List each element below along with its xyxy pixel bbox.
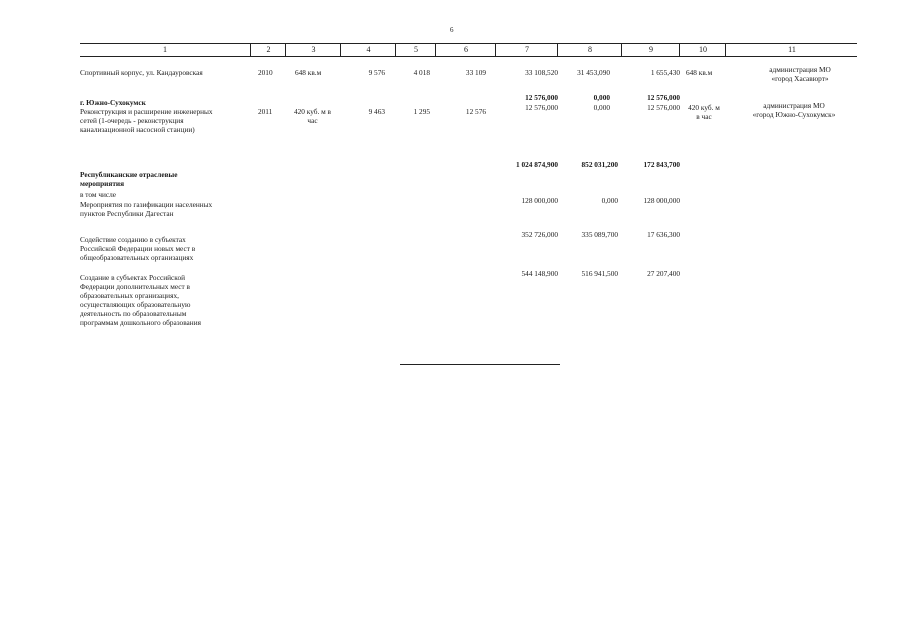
col6-value: 33 109 (465, 68, 486, 77)
measure-name: образовательных организациях, (80, 291, 179, 300)
section-col8: 852 031,200 (581, 160, 618, 169)
column-header: 2 (250, 44, 286, 56)
column-header: 10 (679, 44, 726, 56)
object-name: Спортивный корпус, ул. Кандауровская (80, 68, 203, 77)
measure-col9: 27 207,400 (647, 269, 680, 278)
section-title: мероприятия (80, 179, 125, 188)
col9-value: 1 655,430 (650, 68, 680, 77)
capacity: час (307, 116, 318, 125)
measure-col7: 352 726,000 (521, 230, 558, 239)
year: 2010 (258, 68, 273, 77)
section-col9: 172 843,700 (643, 160, 680, 169)
group-title: г. Южно-Сухокумск (80, 98, 146, 107)
measure-name: Содействие созданию в субъектах (80, 235, 186, 244)
object-name: сетей (1-очередь - реконструкция (80, 116, 184, 125)
measure-name: программам дошкольного образования (80, 318, 201, 327)
col7-value: 33 108,520 (525, 68, 558, 77)
group-col9: 12 576,000 (647, 93, 680, 102)
section-col7: 1 024 874,900 (516, 160, 558, 169)
col4-value: 9 463 (368, 107, 385, 116)
col10-value: 648 кв.м (686, 68, 713, 77)
table-header (80, 43, 857, 57)
col8-value: 31 453,090 (577, 68, 610, 77)
col7-value: 12 576,000 (525, 103, 558, 112)
measure-col9: 128 000,000 (643, 196, 680, 205)
object-name: Реконструкция и расширение инженерных (80, 107, 213, 116)
group-col7: 12 576,000 (525, 93, 558, 102)
measure-name: Мероприятия по газификации населенных (80, 200, 213, 209)
responsible-org: администрация МО (769, 65, 831, 74)
column-header: 8 (557, 44, 622, 56)
responsible-org: администрация МО (763, 101, 825, 110)
measure-name: пунктов Республики Дагестан (80, 209, 174, 218)
object-name: канализационной насосной станции) (80, 125, 195, 134)
including-label: в том числе (80, 190, 117, 199)
column-header: 9 (621, 44, 680, 56)
year: 2011 (258, 107, 273, 116)
measure-col8: 516 941,500 (581, 269, 618, 278)
measure-name: Создание в субъектах Российской (80, 273, 185, 282)
section-title: Республиканские отраслевые (80, 170, 178, 179)
col9-value: 12 576,000 (647, 103, 680, 112)
responsible-org: «город Южно-Сухокумск» (752, 110, 836, 119)
group-col8: 0,000 (593, 93, 610, 102)
col10-value: 420 куб. м (688, 103, 720, 112)
measure-name: общеобразовательных организациях (80, 253, 194, 262)
capacity: 420 куб. м в (293, 107, 331, 116)
column-header: 3 (285, 44, 341, 56)
measure-col9: 17 636,300 (647, 230, 680, 239)
measure-col8: 0,000 (601, 196, 618, 205)
column-header: 5 (395, 44, 436, 56)
column-header: 6 (435, 44, 496, 56)
closing-rule (400, 364, 560, 365)
col8-value: 0,000 (593, 103, 610, 112)
measure-col8: 335 089,700 (581, 230, 618, 239)
column-header: 1 (163, 45, 167, 54)
measure-name: деятельность по образовательным (80, 309, 187, 318)
measure-name: Федерации дополнительных мест в (80, 282, 190, 291)
col10-value: в час (696, 112, 712, 121)
responsible-org: «город Хасавюрт» (771, 74, 829, 83)
measure-name: Российской Федерации новых мест в (80, 244, 196, 253)
column-header: 4 (340, 44, 396, 56)
col5-value: 4 018 (413, 68, 430, 77)
measure-name: осуществляющих образовательную (80, 300, 191, 309)
capacity: 648 кв.м (295, 68, 322, 77)
measure-col7: 128 000,000 (521, 196, 558, 205)
column-header: 11 (725, 44, 858, 56)
page-number: 6 (450, 26, 454, 34)
col6-value: 12 576 (465, 107, 486, 116)
column-header: 7 (495, 44, 558, 56)
col4-value: 9 576 (368, 68, 385, 77)
measure-col7: 544 148,900 (521, 269, 558, 278)
col5-value: 1 295 (413, 107, 430, 116)
